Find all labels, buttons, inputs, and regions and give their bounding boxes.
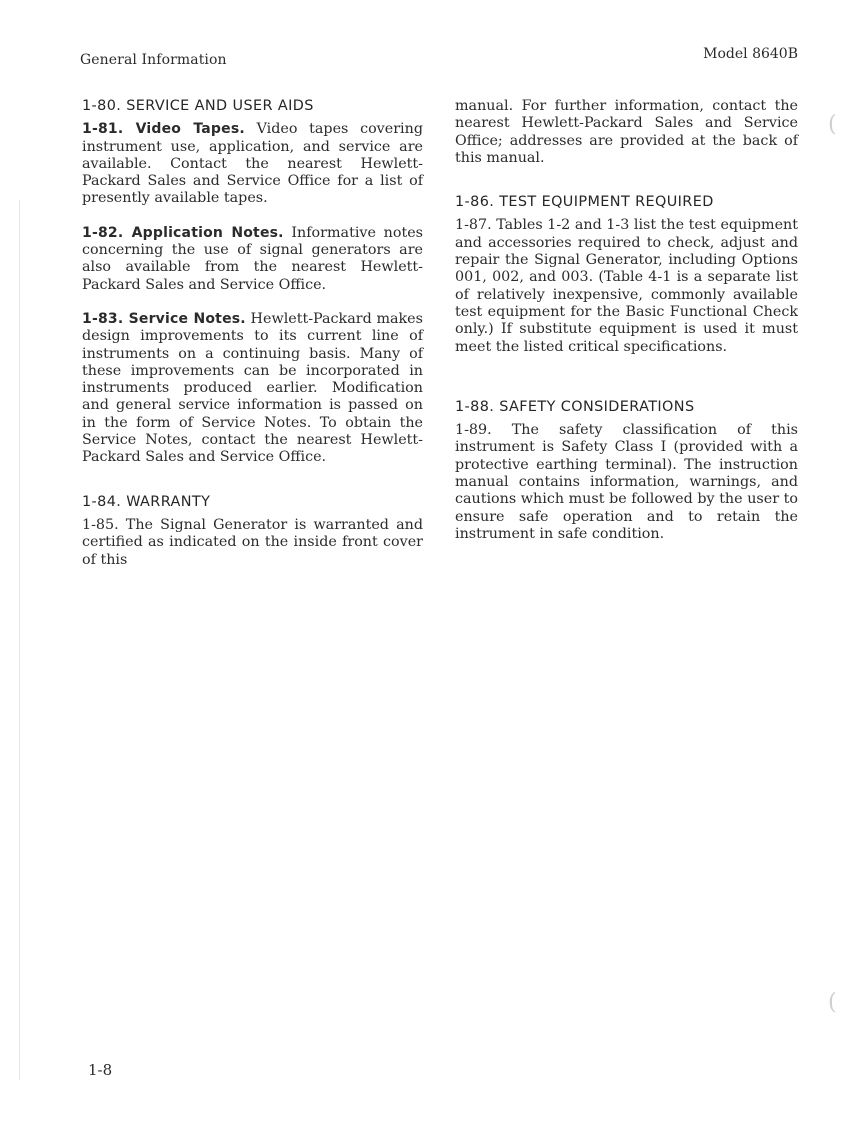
left-column (82, 98, 423, 569)
paragraph-continuation: manual. For further information, contact the nearest Hewlett-Packard Sales and Service Office; addresses are provided at the back of this manual. (455, 98, 798, 166)
paragraph-1-81-lead: 1-81. Video Tapes. (82, 121, 245, 138)
paragraph-1-85: 1-85. The Signal Generator is warranted and certified as indicated on the inside front cover of this (82, 516, 423, 568)
paragraph-1-82 (82, 225, 423, 294)
heading-1-80: 1-80. SERVICE AND USER AIDS (82, 98, 314, 114)
heading-1-88: 1-88. SAFETY CONSIDERATIONS (455, 398, 695, 415)
paragraph-1-81-body: Video tapes covering instrument use, application, and service are available. Contact the nearest Hewlett-Packard Sales and Service Office for a list of presently available tapes. (82, 121, 423, 207)
right-column (455, 98, 798, 543)
paragraph-1-87: 1-87. Tables 1-2 and 1-3 list the test equipment and accessories required to check, adjust and repair the Signal Generator, including Options 001, 002, and 003. (Table 4-1 is a separate list of relatively inexpensive, commonly available test equipment for the Basic Functional Check only.) If substitute equipment is used it must meet the listed critical specifications. (455, 217, 798, 355)
paragraph-1-81 (82, 121, 423, 207)
paragraph-1-82-body: Informative notes concerning the use of signal generators are also available from the nearest Hewlett-Packard Sales and Service Office. (82, 224, 423, 293)
heading-1-86: 1-86. TEST EQUIPMENT REQUIRED (455, 194, 714, 211)
running-header-section: General Information (80, 52, 227, 68)
paragraph-1-83-body: Hewlett-Packard makes design improvements to its current line of instruments on a continuing basis. Many of these improvements can be incorporated in instruments produced earlier. Modification and general service information is passed on in the form of Service Notes. To obtain the Service Notes, contact the nearest Hewlett-Packard Sales and Service Office. (82, 310, 423, 466)
scan-margin-mark: ( (828, 990, 837, 1015)
scan-margin-mark: ( (828, 112, 837, 137)
heading-1-84: 1-84. WARRANTY (82, 493, 211, 510)
paragraph-1-83-lead: 1-83. Service Notes. (82, 310, 246, 327)
scan-edge-line (19, 200, 20, 1080)
paragraph-1-83 (82, 311, 423, 467)
paragraph-1-82-lead: 1-82. Application Notes. (82, 224, 284, 241)
running-header-model: Model 8640B (703, 46, 798, 62)
page-number: 1-8 (88, 1061, 113, 1079)
paragraph-1-89: 1-89. The safety classification of this instrument is Safety Class I (provided with a protective earthing terminal). The instruction manual contains information, warnings, and cautions which must be followed by the user to ensure safe operation and to retain the instrument in safe condition. (455, 422, 798, 542)
